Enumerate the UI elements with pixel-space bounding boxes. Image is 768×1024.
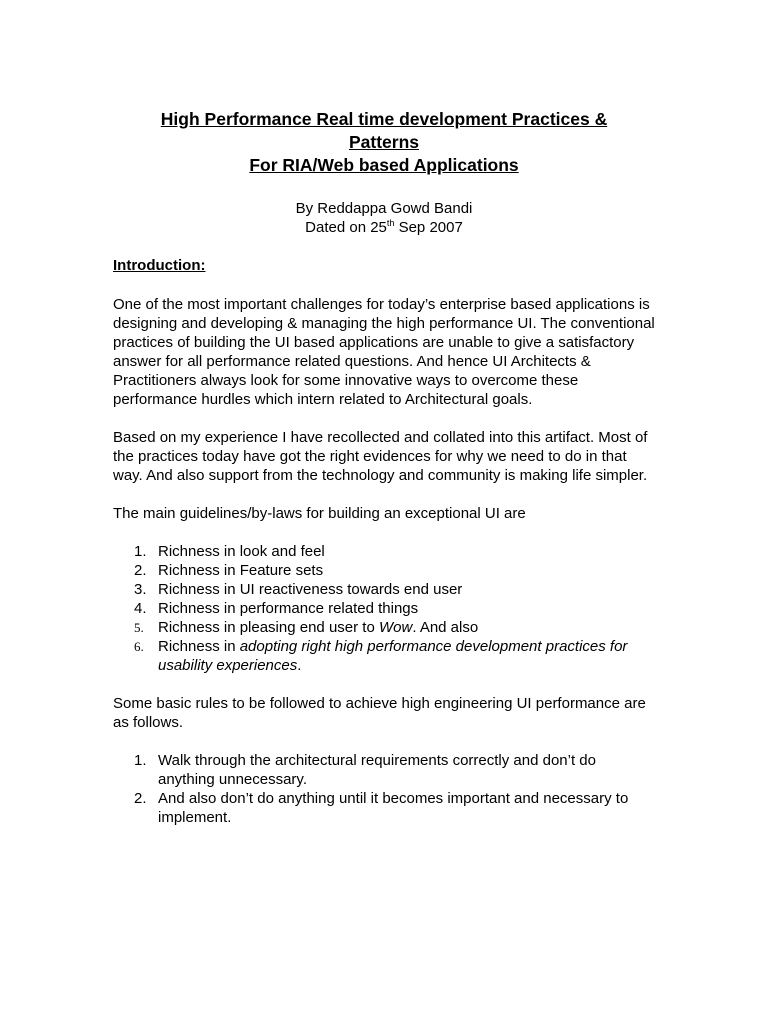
list-text: Richness in look and feel [158,543,325,560]
title-line-3: For RIA/Web based Applications [249,155,519,175]
list-item [113,789,655,827]
list-text: Richness in performance related things [158,600,419,617]
list-text-italic: Wow [378,619,413,636]
list-text-before: Richness in [158,638,240,655]
date-prefix: Dated on 25 [305,219,387,236]
list-item [113,751,655,789]
list-item [113,637,655,675]
list-text-italic: adopting right high performance development practices for usability experiences [158,638,628,674]
paragraph-4: Some basic rules to be followed to achieve high engineering UI performance are as follows. [113,695,646,731]
list-text: Walk through the architectural requirements correctly and don’t do anything unnecessary. [158,752,596,788]
date [113,218,655,237]
title-line-2: Patterns [348,132,420,152]
list-number: 3. [134,581,147,598]
title-line-1: High Performance Real time development Practices & [160,109,608,129]
list-text: And also don’t do anything until it becomes important and necessary to implement. [158,790,629,826]
list-item [113,599,655,618]
byline [113,199,655,237]
list-text-after: . And also [412,619,479,636]
date-suffix: Sep 2007 [394,219,463,236]
list-number: 4. [134,600,147,617]
list-number: 5. [134,620,144,635]
list-number: 1. [134,543,147,560]
list-number: 1. [134,752,147,769]
list-text-after: . [297,657,302,674]
list-number: 6. [134,639,144,654]
paragraph-2: Based on my experience I have recollected and collated into this artifact. Most of the practices today have got the right evidences for why we need to do in that way. And also support from the technology and community is making life simpler. [113,429,648,484]
list-number: 2. [134,562,147,579]
intro-heading: Introduction: [113,257,206,274]
document-title [113,0,655,177]
rules-list [113,751,655,827]
paragraph-3: The main guidelines/by-laws for building an exceptional UI are [113,505,526,522]
date-sup: th [386,218,395,228]
guidelines-list [113,542,655,675]
list-item [113,561,655,580]
paragraph-1: One of the most important challenges for today’s enterprise based applications is designing and developing & managing the high performance UI. The conventional practices of building the UI based applications are unable to give a satisfactory answer for all performance related questions. And hence UI Architects & Practitioners always look for some innovative ways to overcome these performance hurdles which intern related to Architectural goals. [113,296,655,408]
list-text: Richness in Feature sets [158,562,324,579]
list-item [113,618,655,637]
list-item [113,542,655,561]
list-number: 2. [134,790,147,807]
list-text: Richness in UI reactiveness towards end user [158,581,463,598]
author: By Reddappa Gowd Bandi [295,200,473,217]
list-text-before: Richness in pleasing end user to [158,619,379,636]
list-item [113,580,655,599]
